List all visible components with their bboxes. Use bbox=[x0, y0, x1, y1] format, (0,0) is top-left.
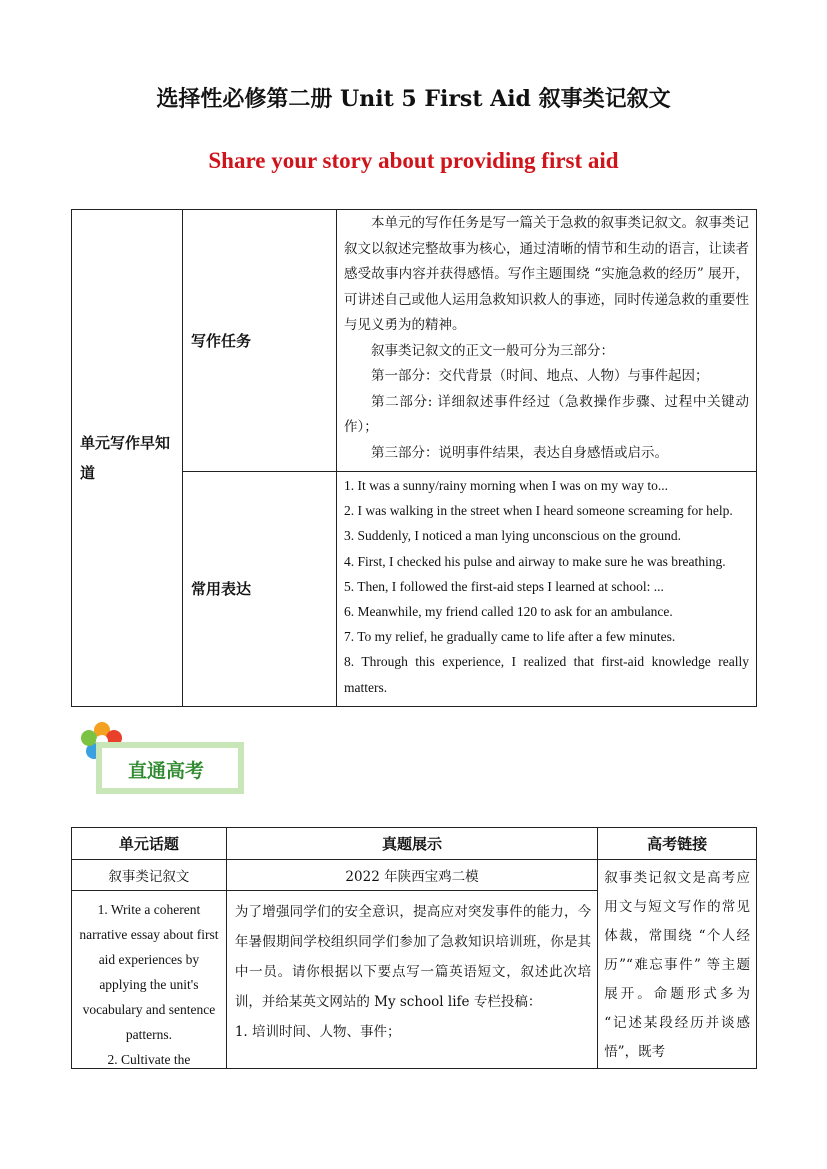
expression-item: 3. Suddenly, I noticed a man lying unconscious on the ground. bbox=[344, 528, 681, 544]
goals-cell bbox=[72, 891, 227, 1069]
task-paragraph: 第一部分：交代背景（时间、地点、人物）与事件起因； bbox=[371, 368, 709, 384]
document-title: 选择性必修第二册 Unit 5 First Aid 叙事类记叙文 bbox=[156, 86, 671, 112]
prompt-paragraph: 为了增强同学们的安全意识，提高应对突发事件的能力，今年暑假期间学校组织同学们参加了急救知识培训班，你是其中一员。请你根据以下要点写一篇英语短文，叙述此次培训，并给某英文网站的 My school life 专栏投稿： bbox=[234, 904, 592, 1010]
expr-label: 常用表达 bbox=[183, 472, 337, 707]
overview-table bbox=[71, 209, 757, 707]
column-header-question: 真题展示 bbox=[226, 828, 597, 860]
task-paragraph: 叙事类记叙文的正文一般可分为三部分： bbox=[371, 342, 614, 359]
logo-text: 直通高考 bbox=[128, 760, 205, 782]
document-subtitle: Share your story about providing first aid bbox=[208, 148, 619, 173]
task-paragraph: 第二部分: 详细叙述事件经过（急救操作步骤、过程中关键动作）； bbox=[344, 393, 749, 435]
section-label: 单元写作早知道 bbox=[72, 210, 183, 707]
table-row bbox=[72, 210, 757, 472]
expression-item: 5. Then, I followed the first-aid steps I learned at school: ... bbox=[344, 578, 664, 594]
goal-item: 1. Write a coherent narrative essay about first aid experiences by applying the unit's vocabulary and sentence patterns. bbox=[79, 902, 219, 1042]
expression-item: 4. First, I checked his pulse and airway to make sure he was breathing. bbox=[344, 553, 726, 569]
table-header-row bbox=[72, 828, 757, 860]
exam-link-text: 叙事类记叙文是高考应用文与短文写作的常见体裁，常围绕 “个人经历”“难忘事件” 等主题展开。命题形式多为 “记述某段经历并谈感悟”，既考 bbox=[604, 870, 750, 1060]
topic-cell: 叙事类记叙文 bbox=[72, 860, 227, 891]
table-row bbox=[72, 860, 757, 891]
expression-item: 1. It was a sunny/rainy morning when I was on my way to... bbox=[344, 478, 668, 493]
expression-item: 2. I was walking in the street when I heard someone screaming for help. bbox=[344, 503, 733, 519]
expression-item: 7. To my relief, he gradually came to life after a few minutes. bbox=[344, 629, 676, 645]
expression-item: 8. Through this experience, I realized that first-aid knowledge really matters. bbox=[344, 654, 749, 695]
exam-table bbox=[71, 827, 757, 1069]
section-logo bbox=[80, 720, 246, 796]
year-source-cell: 2022 年陕西宝鸡二模 bbox=[226, 860, 597, 891]
task-content bbox=[337, 210, 757, 472]
task-paragraph: 本单元的写作任务是写一篇关于急救的叙事类记叙文。叙事类记叙文以叙述完整故事为核心，通过清晰的情节和生动的语言，让读者感受故事内容并获得感悟。写作主题围绕 “实施急救的经历” 展开，可讲述自己或他人运用急救知识救人的事迹，同时传递急救的重要性与见义勇为的精神。 bbox=[344, 215, 749, 333]
expression-item: 6. Meanwhile, my friend called 120 to ask for an ambulance. bbox=[344, 604, 673, 620]
prompt-point: 1. 培训时间、人物、事件； bbox=[234, 1024, 401, 1040]
task-paragraph: 第三部分：说明事件结果，表达自身感悟或启示。 bbox=[371, 444, 668, 461]
column-header-topic: 单元话题 bbox=[72, 828, 227, 860]
column-header-link: 高考链接 bbox=[598, 828, 757, 860]
exam-link-cell bbox=[598, 860, 757, 1069]
expressions-content bbox=[337, 472, 757, 707]
goal-item: 2. Cultivate the bbox=[107, 1052, 191, 1065]
task-label: 写作任务 bbox=[183, 210, 337, 472]
prompt-cell bbox=[226, 891, 597, 1069]
